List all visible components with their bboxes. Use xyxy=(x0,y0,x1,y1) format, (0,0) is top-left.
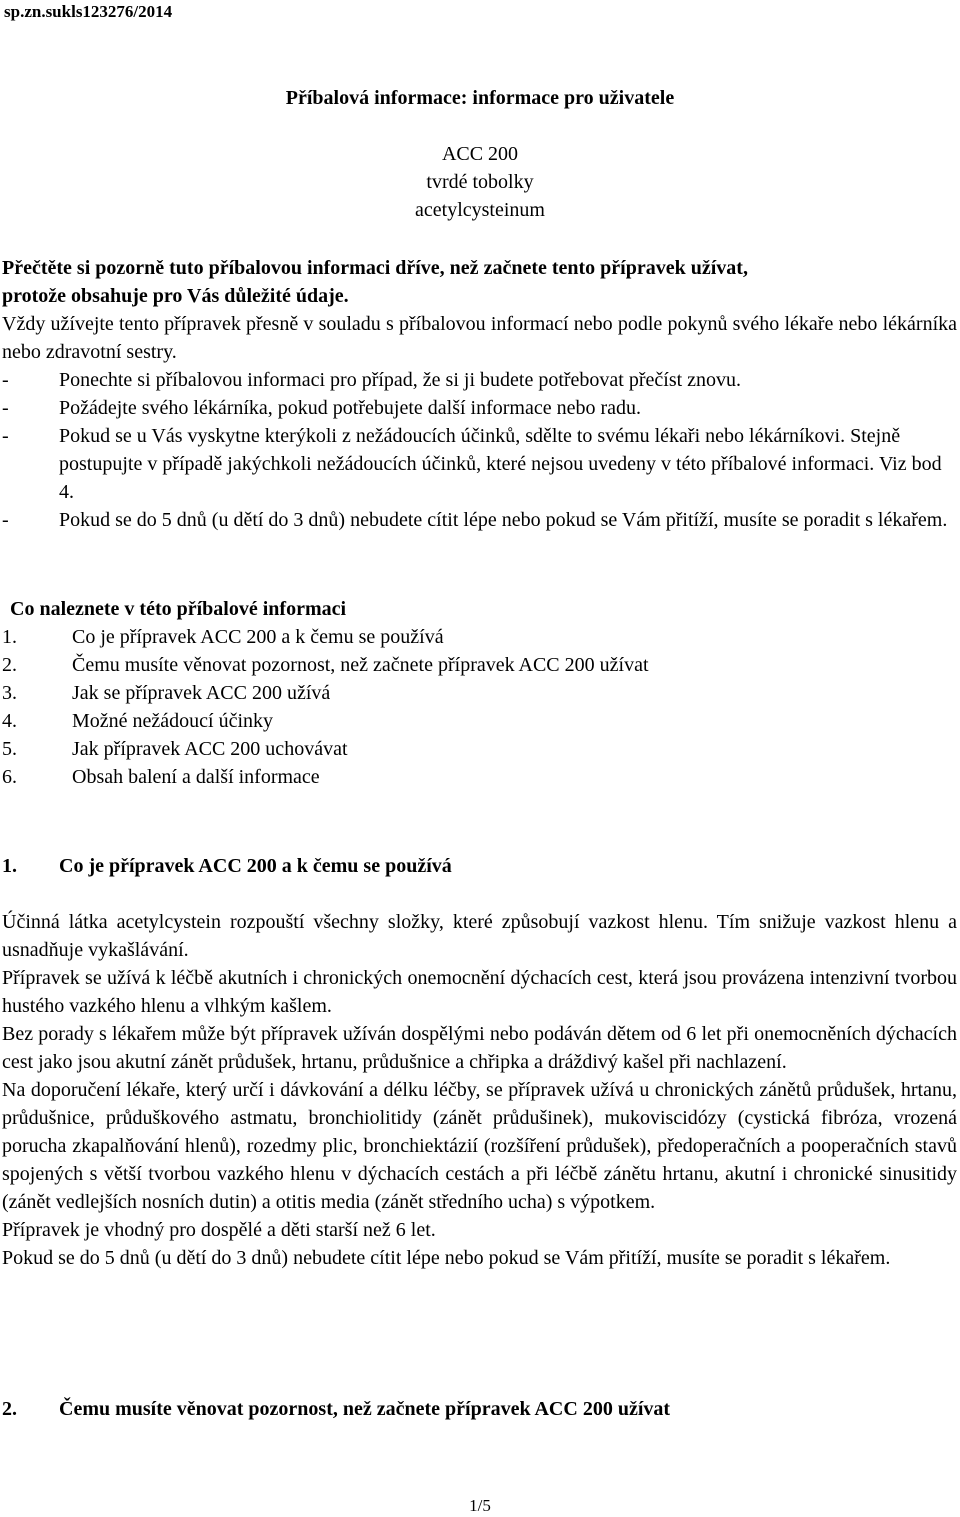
document-reference: sp.zn.sukls123276/2014 xyxy=(4,2,173,21)
table-of-contents xyxy=(2,595,957,791)
toc-item-text: Jak se přípravek ACC 200 užívá xyxy=(72,682,331,704)
bullet-dash: - xyxy=(2,425,9,447)
toc-item xyxy=(2,651,957,679)
bullet-dash: - xyxy=(2,369,9,391)
bullet-dash: - xyxy=(2,509,9,531)
bullet-text: Pokud se do 5 dnů (u dětí do 3 dnů) nebudete cítit lépe nebo pokud se Vám přitíží, musíte se poradit s lékařem. xyxy=(59,509,948,531)
section-2-heading xyxy=(2,1395,957,1423)
intro-bullet xyxy=(2,394,957,422)
section-1-paragraph: Na doporučení lékaře, který určí i dávkování a délku léčby, se přípravek užívá u chronických zánětů průdušek, hrtanu, průdušnice, průduškového astmatu, bronchiolitidy (zánět průdušinek), mukoviscidózy (cystická fibróza, vrozená porucha zkapalňování hlenů), rozedmy plic, bronchiektázií (rozšíření průdušek), předoperačních a pooperačních stavů spojených s větší tvorbou vazkého hlenu v dýchacích cestách a při léčbě zánětu hrtanu, akutní i chronické sinusitidy (zánět vedlejších nosních dutin) a otitis media (zánět středního ucha) s výpotkem. xyxy=(2,1079,957,1213)
toc-item xyxy=(2,763,957,791)
toc-item-text: Co je přípravek ACC 200 a k čemu se používá xyxy=(72,626,444,648)
intro-warning-line-1: Přečtěte si pozorně tuto příbalovou informaci dříve, než začnete tento přípravek užívat, xyxy=(2,257,748,279)
section-1-number: 1. xyxy=(2,855,17,877)
toc-item-text: Čemu musíte věnovat pozornost, než začnete přípravek ACC 200 užívat xyxy=(72,654,649,676)
toc-item xyxy=(2,623,957,651)
document-title: Příbalová informace: informace pro uživatele xyxy=(285,87,675,109)
section-1-body xyxy=(2,908,957,1272)
toc-item xyxy=(2,679,957,707)
section-1-paragraph: Přípravek je vhodný pro dospělé a děti starší než 6 let. xyxy=(2,1219,436,1241)
section-1-paragraph: Přípravek se užívá k léčbě akutních i chronických onemocnění dýchacích cest, která jsou provázena intenzivní tvorbou hustého vazkého hlenu a vlhkým kašlem. xyxy=(2,967,957,1017)
section-1-title: Co je přípravek ACC 200 a k čemu se používá xyxy=(59,855,452,877)
product-name: ACC 200 xyxy=(441,143,519,165)
intro-bullet xyxy=(2,366,957,394)
bullet-text: Pokud se u Vás vyskytne kterýkoli z nežádoucích účinků, sdělte to svému lékaři nebo lékárníkovi. Stejně postupujte v případě jakýchkoli nežádoucích účinků, které nejsou uvedeny v této příbalové informaci. Viz bod 4. xyxy=(59,425,942,503)
product-substance: acetylcysteinum xyxy=(415,199,545,221)
toc-item xyxy=(2,707,957,735)
intro-bullet xyxy=(2,506,957,534)
bullet-text: Ponechte si příbalovou informaci pro případ, že si ji budete potřebovat přečíst znovu. xyxy=(59,369,742,391)
section-2-title: Čemu musíte věnovat pozornost, než začnete přípravek ACC 200 užívat xyxy=(59,1398,671,1420)
bullet-dash: - xyxy=(2,397,9,419)
toc-item-text: Jak přípravek ACC 200 uchovávat xyxy=(72,738,348,760)
toc-item-number: 1. xyxy=(2,626,17,648)
intro-section xyxy=(2,254,957,534)
toc-item-number: 3. xyxy=(2,682,17,704)
toc-item xyxy=(2,735,957,763)
toc-heading: Co naleznete v této příbalové informaci xyxy=(10,598,347,620)
toc-item-number: 2. xyxy=(2,654,17,676)
section-1-heading xyxy=(2,852,957,880)
intro-usage-text: Vždy užívejte tento přípravek přesně v souladu s příbalovou informací nebo podle pokynů svého lékaře nebo lékárníka nebo zdravotní sestry. xyxy=(2,313,957,363)
toc-item-number: 4. xyxy=(2,710,17,732)
product-form: tvrdé tobolky xyxy=(426,171,534,193)
toc-item-text: Možné nežádoucí účinky xyxy=(72,710,274,732)
section-1-paragraph: Bez porady s lékařem může být přípravek užíván dospělými nebo podáván dětem od 6 let při onemocněních dýchacích cest jako jsou akutní zánět průdušek, hrtanu, průdušnice a chřipka a dráždivý kašel při nachlazení. xyxy=(2,1023,957,1073)
page-number: 1/5 xyxy=(469,1496,491,1515)
intro-warning-line-2: protože obsahuje pro Vás důležité údaje. xyxy=(2,285,349,307)
section-1-paragraph: Účinná látka acetylcystein rozpouští všechny složky, které způsobují vazkost hlenu. Tím snižuje vazkost hlenu a usnadňuje vykašlávání. xyxy=(2,911,957,961)
toc-item-number: 5. xyxy=(2,738,17,760)
toc-item-number: 6. xyxy=(2,766,17,788)
intro-bullet xyxy=(2,422,957,506)
section-1-paragraph: Pokud se do 5 dnů (u dětí do 3 dnů) nebudete cítit lépe nebo pokud se Vám přitíží, musíte se poradit s lékařem. xyxy=(2,1247,891,1269)
product-block xyxy=(0,140,960,224)
bullet-text: Požádejte svého lékárníka, pokud potřebujete další informace nebo radu. xyxy=(59,397,642,419)
toc-item-text: Obsah balení a další informace xyxy=(72,766,320,788)
section-2-number: 2. xyxy=(2,1398,17,1420)
